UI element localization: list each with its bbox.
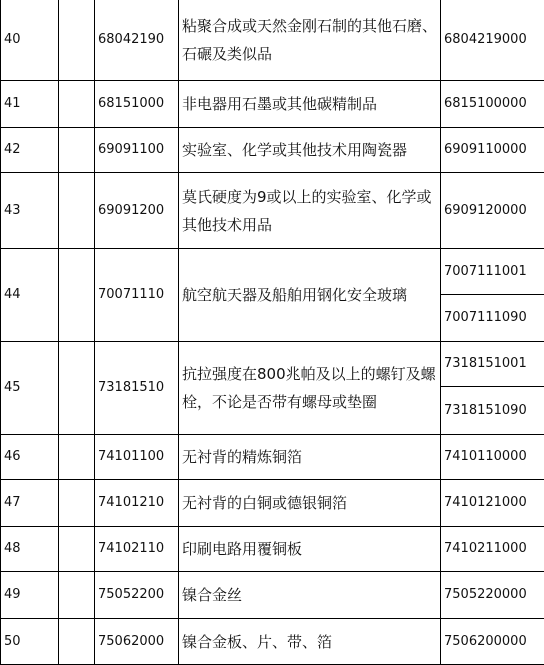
item-description: 镍合金丝 (179, 572, 441, 619)
row-number: 46 (1, 435, 59, 480)
commodity-code: 7007111001 (444, 264, 527, 279)
tariff-code: 74101100 (95, 435, 179, 480)
item-description: 莫氏硬度为9或以上的实验室、化学或其他技术用品 (179, 173, 441, 249)
tariff-code: 68151000 (95, 81, 179, 128)
blank-cell (59, 342, 95, 435)
commodity-code: 7506200000 (441, 619, 544, 665)
row-number: 41 (1, 81, 59, 128)
commodity-code: 6909110000 (441, 128, 544, 173)
item-description: 粘聚合成或天然金刚石制的其他石磨、石碾及类似品 (179, 0, 441, 81)
blank-cell (59, 480, 95, 527)
table-row (1, 173, 544, 249)
row-number: 43 (1, 173, 59, 249)
commodity-code: 7318151090 (441, 386, 544, 434)
item-description: 印刷电路用覆铜板 (179, 527, 441, 572)
row-number: 48 (1, 527, 59, 572)
tariff-code: 74101210 (95, 480, 179, 527)
item-description: 镍合金板、片、带、箔 (179, 619, 441, 665)
blank-cell (59, 0, 95, 81)
blank-cell (59, 572, 95, 619)
item-description: 抗拉强度在800兆帕及以上的螺钉及螺栓，不论是否带有螺母或垫圈 (179, 342, 441, 435)
item-description: 无衬背的精炼铜箔 (179, 435, 441, 480)
blank-cell (59, 435, 95, 480)
row-number: 40 (1, 0, 59, 81)
tariff-code: 74102110 (95, 527, 179, 572)
table-row (1, 527, 544, 572)
table-row (1, 249, 544, 342)
table-row (1, 81, 544, 128)
commodity-code: 7410211000 (441, 527, 544, 572)
tariff-code: 69091200 (95, 173, 179, 249)
tariff-code: 73181510 (95, 342, 179, 435)
item-description: 非电器用石墨或其他碳精制品 (179, 81, 441, 128)
table-row (1, 128, 544, 173)
row-number: 42 (1, 128, 59, 173)
blank-cell (59, 173, 95, 249)
commodity-code: 7505220000 (441, 572, 544, 619)
blank-cell (59, 249, 95, 342)
tariff-code: 75052200 (95, 572, 179, 619)
tariff-code: 69091100 (95, 128, 179, 173)
commodity-code: 6909120000 (441, 173, 544, 249)
row-number: 49 (1, 572, 59, 619)
commodity-code-group (441, 249, 544, 342)
commodity-code: 6804219000 (441, 0, 544, 81)
table-body (1, 0, 544, 665)
table-row (1, 572, 544, 619)
commodity-code: 7410110000 (441, 435, 544, 480)
item-description: 实验室、化学或其他技术用陶瓷器 (179, 128, 441, 173)
table-row (1, 435, 544, 480)
row-number: 50 (1, 619, 59, 665)
tariff-code: 68042190 (95, 0, 179, 81)
tariff-code: 75062000 (95, 619, 179, 665)
blank-cell (59, 619, 95, 665)
blank-cell (59, 527, 95, 572)
table-row (1, 619, 544, 665)
row-number: 47 (1, 480, 59, 527)
commodity-code: 6815100000 (441, 81, 544, 128)
row-number: 45 (1, 342, 59, 435)
item-description: 无衬背的白铜或德银铜箔 (179, 480, 441, 527)
item-description: 航空航天器及船舶用钢化安全玻璃 (179, 249, 441, 342)
blank-cell (59, 81, 95, 128)
commodity-code: 7007111090 (441, 294, 544, 341)
commodity-code: 7410121000 (441, 480, 544, 527)
tariff-code: 70071110 (95, 249, 179, 342)
blank-cell (59, 128, 95, 173)
commodity-code-group (441, 342, 544, 435)
table-row (1, 0, 544, 81)
row-number: 44 (1, 249, 59, 342)
commodity-code: 7318151001 (444, 356, 527, 371)
table-row (1, 480, 544, 527)
table-row (1, 342, 544, 435)
